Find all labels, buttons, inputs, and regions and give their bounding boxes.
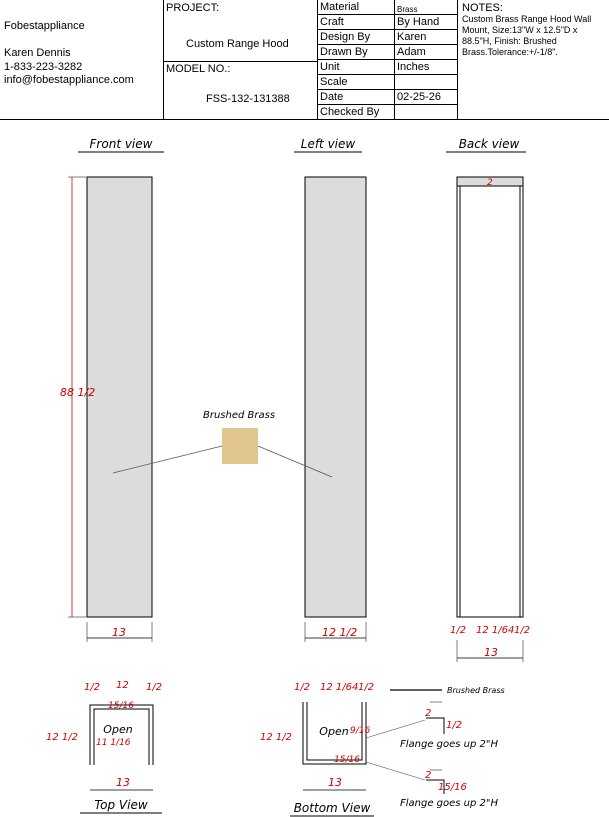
material-legend [390, 686, 505, 695]
svg-text:Brushed Brass: Brushed Brass [202, 410, 276, 421]
svg-text:13: 13 [328, 776, 342, 789]
flange-detail-1 [400, 702, 499, 750]
date-label: Date [320, 91, 344, 103]
svg-text:9/16: 9/16 [350, 726, 371, 736]
svg-text:Front view: Front view [89, 137, 153, 151]
svg-text:2: 2 [425, 708, 432, 719]
svg-text:12 1/2: 12 1/2 [260, 732, 292, 743]
craft-value: By Hand [397, 16, 440, 28]
svg-text:Open: Open [103, 723, 133, 736]
svg-text:Top View: Top View [94, 798, 148, 812]
svg-text:1/2: 1/2 [514, 625, 531, 636]
svg-text:1/2: 1/2 [146, 682, 163, 693]
svg-text:2: 2 [425, 770, 432, 781]
notes-text: Custom Brass Range Hood Wall Mount, Size:13"W x 12.5"D x 88.5"H, Finish: Brushed Brass.Tolerance:+/-1/8". [462, 14, 592, 57]
bottom-view-title [290, 801, 374, 816]
drawn-value: Adam [397, 46, 426, 58]
material-label: Material [320, 1, 360, 13]
svg-text:15/16: 15/16 [108, 701, 134, 711]
svg-text:Brushed Brass: Brushed Brass [447, 686, 505, 695]
project-label: PROJECT: [166, 2, 220, 14]
company-name: Fobestappliance [4, 20, 85, 32]
svg-text:1/2: 1/2 [358, 682, 375, 693]
svg-text:15/16: 15/16 [438, 782, 467, 793]
left-width-dimension [305, 622, 366, 642]
contact-phone: 1-833-223-3282 [4, 61, 83, 73]
svg-text:13: 13 [112, 626, 126, 639]
svg-text:1/2: 1/2 [294, 682, 311, 693]
svg-text:88 1/2: 88 1/2 [60, 386, 96, 399]
bottom-view [260, 682, 425, 790]
svg-text:15/16: 15/16 [334, 755, 360, 765]
left-view-title [294, 137, 362, 152]
scale-label: Scale [320, 76, 348, 88]
svg-text:1/2: 1/2 [84, 682, 101, 693]
notes-title: NOTES: [462, 2, 503, 14]
back-view-channel [457, 177, 523, 617]
flange-detail-2 [400, 770, 499, 809]
top-view-title [80, 798, 162, 813]
svg-text:Left view: Left view [300, 137, 356, 151]
material-value: Brass [397, 5, 418, 14]
svg-text:12 1/2: 12 1/2 [46, 732, 78, 743]
svg-text:1/2: 1/2 [446, 720, 463, 731]
design-value: Karen [397, 31, 427, 43]
svg-text:Bottom View: Bottom View [293, 801, 371, 815]
svg-text:12: 12 [116, 680, 129, 691]
svg-text:Flange goes up 2"H: Flange goes up 2"H [400, 798, 499, 809]
svg-text:1/2: 1/2 [450, 625, 467, 636]
model-value: FSS-132-131388 [206, 93, 290, 105]
date-value: 02-25-26 [397, 91, 442, 103]
checked-label: Checked By [320, 106, 380, 118]
front-view-panel [87, 177, 152, 617]
svg-text:13: 13 [484, 646, 498, 659]
design-label: Design By [320, 31, 371, 43]
back-view-title [446, 137, 526, 152]
front-view-title [78, 137, 164, 152]
svg-text:12 1/64: 12 1/64 [320, 682, 359, 693]
svg-text:12 1/2: 12 1/2 [322, 626, 358, 639]
svg-text:2: 2 [487, 178, 493, 188]
craft-label: Craft [320, 16, 344, 28]
project-value: Custom Range Hood [186, 38, 289, 50]
front-width-dimension [87, 622, 152, 642]
svg-text:11 1/16: 11 1/16 [96, 738, 131, 748]
top-view [46, 680, 162, 790]
svg-text:Flange goes up 2"H: Flange goes up 2"H [400, 739, 499, 750]
left-view-panel [305, 177, 366, 617]
unit-value: Inches [397, 61, 430, 73]
svg-text:Back view: Back view [458, 137, 520, 151]
contact-email: info@fobestappliance.com [4, 74, 134, 86]
svg-text:Open: Open [319, 725, 349, 738]
unit-label: Unit [320, 61, 340, 73]
model-label: MODEL NO.: [166, 63, 231, 75]
contact-name: Karen Dennis [4, 47, 71, 59]
drawn-label: Drawn By [320, 46, 368, 58]
svg-text:13: 13 [116, 776, 130, 789]
svg-text:12 1/64: 12 1/64 [476, 625, 515, 636]
